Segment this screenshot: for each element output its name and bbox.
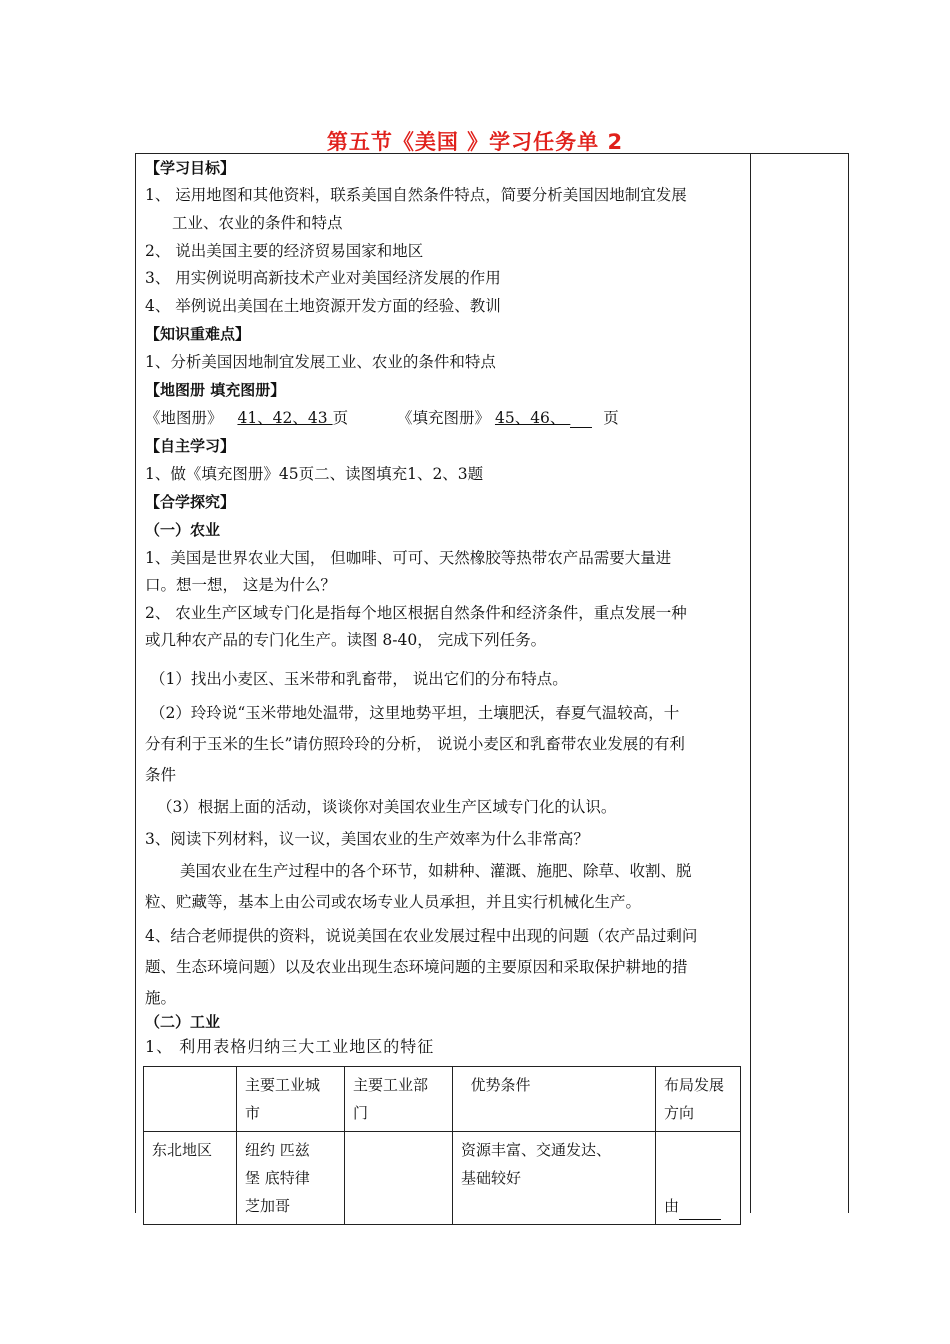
agri-question-4-cont: 题、生态环境问题）以及农业出现生态环境问题的主要原因和采取保护耕地的措 bbox=[145, 958, 688, 976]
agri-question-1-cont: 口。想一想， 这是为什么？ bbox=[145, 576, 336, 594]
agri-question-2: 2、 农业生产区域专门化是指每个地区根据自然条件和经济条件，重点发展一种 bbox=[145, 604, 687, 622]
table-header-cell: 主要工业城 市 bbox=[237, 1067, 345, 1132]
goal-4: 4、 举例说出美国在土地资源开发方面的经验、教训 bbox=[145, 297, 501, 315]
table-header-cell: 优势条件 bbox=[453, 1067, 656, 1132]
atlas-header: 【地图册 填充图册】 bbox=[145, 381, 286, 399]
agri-question-1: 1、美国是世界农业大国， 但咖啡、可可、天然橡胶等热带农产品需要大量进 bbox=[145, 549, 672, 567]
atlas-label: 《地图册》 bbox=[145, 409, 223, 427]
goal-3: 3、 用实例说明高新技术产业对美国经济发展的作用 bbox=[145, 269, 501, 287]
fill-atlas-page-word: 页 bbox=[603, 409, 619, 427]
atlas-pages-line bbox=[145, 408, 619, 428]
agri-task-2-cont2: 条件 bbox=[145, 766, 177, 784]
self-study-header: 【自主学习】 bbox=[145, 437, 236, 455]
fill-atlas-pages-value: 45、46、 bbox=[494, 409, 571, 427]
key-points-header: 【知识重难点】 bbox=[145, 325, 251, 343]
table-row bbox=[144, 1132, 741, 1225]
agri-task-3: （3）根据上面的活动，谈谈你对美国农业生产区域专门化的认识。 bbox=[157, 798, 617, 816]
agri-task-2-cont: 分有利于玉米的生长”请仿照玲玲的分析， 说说小麦区和乳畜带农业发展的有利 bbox=[145, 735, 685, 753]
atlas-pages-value: 41、42、43 bbox=[237, 409, 333, 427]
goal-1-cont: 工业、农业的条件和特点 bbox=[172, 214, 343, 232]
cities-cell: 纽约 匹兹 堡 底特律 芝加哥 bbox=[237, 1132, 345, 1225]
table-header-cell: 布局发展 方向 bbox=[656, 1067, 741, 1132]
atlas-page-word: 页 bbox=[332, 409, 349, 427]
notes-column-divider bbox=[750, 153, 751, 1213]
direction-blank[interactable] bbox=[679, 1203, 721, 1220]
self-study-1: 1、做《填充图册》45页二、读图填充1、2、3题 bbox=[145, 465, 484, 483]
industry-header: （二）工业 bbox=[145, 1013, 221, 1031]
key-point-1: 1、分析美国因地制宜发展工业、农业的条件和特点 bbox=[145, 353, 496, 371]
table-header-row bbox=[144, 1067, 741, 1132]
page-title: 第五节《美国 》学习任务单 2 bbox=[326, 130, 624, 154]
agri-question-2-cont: 或几种农产品的专门化生产。读图 8-40， 完成下列任务。 bbox=[145, 631, 547, 649]
fill-atlas-label: 《填充图册》 bbox=[397, 409, 491, 427]
goal-2: 2、 说出美国主要的经济贸易国家和地区 bbox=[145, 242, 424, 260]
table-header-cell: 主要工业部 门 bbox=[345, 1067, 453, 1132]
industry-question-1: 1、 利用表格归纳三大工业地区的特征 bbox=[145, 1037, 435, 1056]
agri-question-4-cont2: 施。 bbox=[145, 989, 177, 1007]
sectors-cell[interactable] bbox=[345, 1132, 453, 1225]
direction-cell[interactable] bbox=[656, 1132, 741, 1225]
agri-task-2: （2）玲玲说“玉米带地处温带，这里地势平坦，土壤肥沃，春夏气温较高，十 bbox=[150, 704, 680, 722]
direction-prefix: 由 bbox=[664, 1197, 680, 1215]
agriculture-header: （一）农业 bbox=[145, 521, 221, 539]
advantages-cell: 资源丰富、交通发达、 基础较好 bbox=[453, 1132, 656, 1225]
fill-atlas-blank bbox=[570, 411, 592, 428]
cooperative-header: 【合学探究】 bbox=[145, 493, 236, 511]
agri-question-4: 4、结合老师提供的资料，说说美国在农业发展过程中出现的问题（农产品过剩问 bbox=[145, 927, 698, 945]
agri-question-3: 3、阅读下列材料，议一议，美国农业的生产效率为什么非常高？ bbox=[145, 830, 589, 848]
agri-material: 美国农业在生产过程中的各个环节，如耕种、灌溉、施肥、除草、收割、脱 bbox=[180, 862, 692, 880]
region-cell: 东北地区 bbox=[144, 1132, 237, 1225]
goals-header: 【学习目标】 bbox=[145, 159, 236, 177]
table-header-cell bbox=[144, 1067, 237, 1132]
industry-regions-table bbox=[143, 1066, 741, 1225]
goal-1: 1、 运用地图和其他资料，联系美国自然条件特点，简要分析美国因地制宜发展 bbox=[145, 186, 687, 204]
agri-task-1: （1）找出小麦区、玉米带和乳畜带， 说出它们的分布特点。 bbox=[150, 670, 568, 688]
agri-material-cont: 粒、贮藏等，基本上由公司或农场专业人员承担，并且实行机械化生产。 bbox=[145, 893, 642, 911]
